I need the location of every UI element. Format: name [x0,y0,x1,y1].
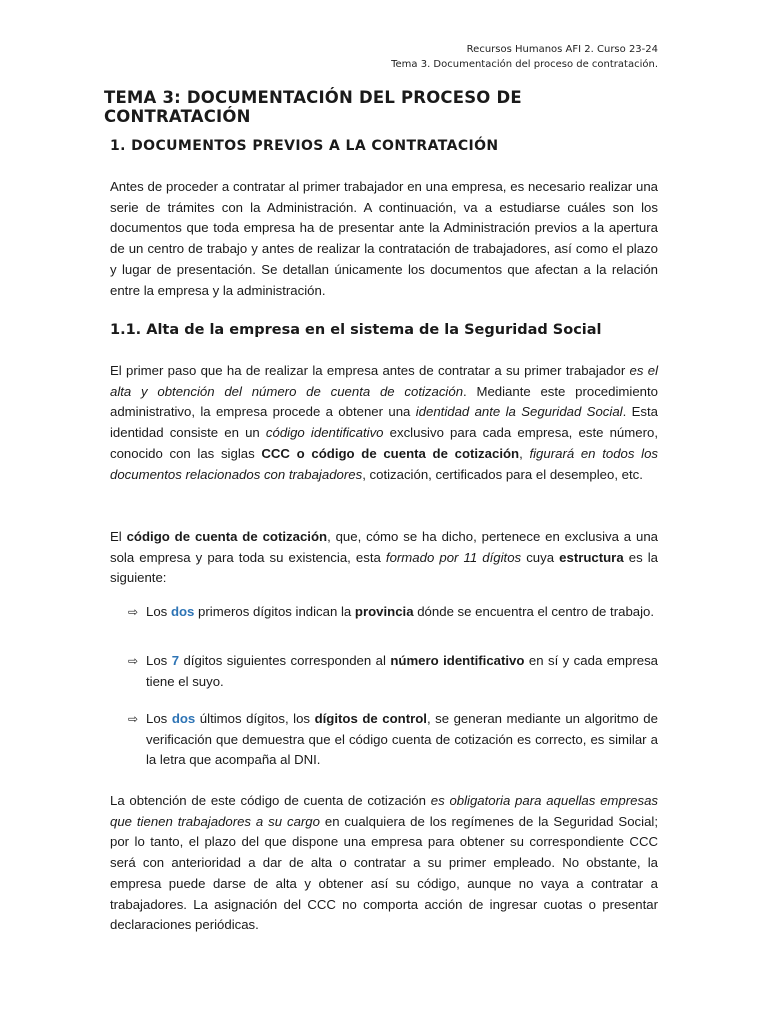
paragraph-alta: El primer paso que ha de realizar la empresa antes de contratar a su primer trabajador es el alta y obtención del número de cuenta de cotización. Mediante este procedimiento administrativo, la empresa procede a obtener una identidad ante la Seguridad Social. Esta identidad consiste en un código identificativo exclusivo para cada empresa, este número, conocido con las siglas CCC o código de cuenta de cotización, figurará en todos los documentos relacionados con trabajadores, cotización, certificados para el desempleo, etc. [110,363,659,482]
list-item: ⇨ Los dos últimos dígitos, los dígitos de control, se generan mediante un algoritmo de verificación que demuestra que el código cuenta de cotización es correcto, es similar a la letra que acompaña al DNI. [128,711,658,768]
page-header [391,42,658,72]
document-title: TEMA 3: DOCUMENTACIÓN DEL PROCESO DE CONTRATACIÓN [104,88,522,126]
arrow-right-outline-icon: ⇨ [128,605,139,619]
list-item: ⇨ Los 7 dígitos siguientes corresponden al número identificativo en sí y cada empresa tiene el suyo. [128,653,659,689]
intro-paragraph: Antes de proceder a contratar al primer trabajador en una empresa, es necesario realizar una serie de trámites con la Administración. A continuación, va a estudiarse cuáles son los documentos que toda empresa ha de presentar ante la Administración previos a la apertura de un centro de trabajo y antes de realizar la contratación de trabajadores, así como el plazo y lugar de presentación. Se detallan únicamente los documentos que afectan a la relación entre la empresa y la administración. [110,179,658,298]
paragraph-obligatoria: La obtención de este código de cuenta de cotización es obligatoria para aquellas empresas que tienen trabajadores a su cargo en cualquiera de los regímenes de la Seguridad Social; por lo tanto, el plazo del que dispone una empresa para obtener su correspondiente CCC será con anterioridad a dar de alta o contratar a su primer empleado. No obstante, la empresa puede darse de alta y obtener así su código, aunque no vaya a contratar a trabajadores. La asignación del CCC no comporta acción de ingresar cuotas o presentar declaraciones periódicas. [110,793,658,933]
section-heading-1: 1. DOCUMENTOS PREVIOS A LA CONTRATACIÓN [110,138,499,154]
arrow-right-outline-icon: ⇨ [128,712,139,726]
arrow-right-outline-icon: ⇨ [128,654,139,668]
list-item: ⇨ Los dos primeros dígitos indican la provincia dónde se encuentra el centro de trabajo. [128,602,658,623]
paragraph-ccc: El código de cuenta de cotización, que, cómo se ha dicho, pertenece en exclusiva a una sola empresa y para toda su existencia, esta formado por 11 dígitos cuya estructura es la siguiente: [110,529,658,586]
section-heading-1-1: 1.1. Alta de la empresa en el sistema de la Seguridad Social [110,322,602,338]
header-course: Recursos Humanos AFI 2. Curso 23-24 [466,44,658,55]
header-topic: Tema 3. Documentación del proceso de contratación. [391,59,658,70]
